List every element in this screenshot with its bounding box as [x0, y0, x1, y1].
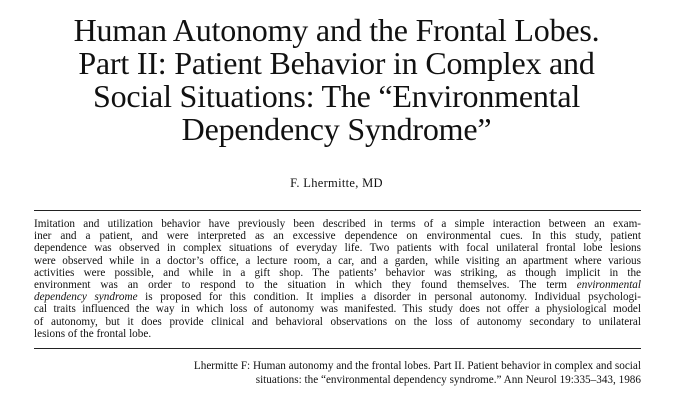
abstract-line-8: cal traits influenced the way in which loss of autonomy was manifested. This study does not offer a physiological model: [34, 303, 641, 316]
citation: [34, 360, 641, 387]
abstract-line-7-text: is proposed for this condition. It implies a disorder in personal autonomy. Individual psychologi-: [137, 291, 641, 304]
abstract-line-7: [34, 291, 641, 303]
title-line-3: Social Situations: The “Environmental: [92, 78, 581, 114]
abstract: [34, 218, 641, 340]
abstract-top-rule: [34, 210, 641, 211]
abstract-line-2: iner and a patient, and were interpreted as an excessive dependence on environmental cues. In this study, patient: [34, 230, 641, 243]
abstract-term-dependency-syndrome: dependency syndrome: [34, 291, 138, 304]
abstract-line-6: [34, 279, 641, 291]
citation-line-2: situations: the “environmental dependency syndrome.” Ann Neurol 19:335–343, 1986: [255, 373, 641, 386]
abstract-bottom-rule: [34, 348, 641, 349]
abstract-line-9: of autonomy, but it does provide clinical and behavioral observations on the loss of autonomy secondary to unilateral: [34, 315, 641, 328]
abstract-line-1: Imitation and utilization behavior have previously been described in terms of a simple interaction between an exam-: [34, 218, 641, 230]
citation-line-1: Lhermitte F: Human autonomy and the frontal lobes. Part II. Patient behavior in complex and social: [193, 360, 641, 372]
title-line-4: Dependency Syndrome”: [181, 111, 492, 147]
abstract-line-4: were observed while in a doctor’s office, a lecture room, a car, and a garden, while visiting an apartment where various: [34, 254, 641, 267]
abstract-term-environmental: environmental: [576, 279, 642, 292]
abstract-line-5: activities were possible, and while in a gift shop. The patients’ behavior was striking, as though implicit in the: [34, 266, 641, 279]
abstract-line-3: dependence was observed in complex situations of everyday life. Two patients with focal unilateral frontal lobe lesions: [34, 242, 641, 255]
abstract-line-6-text: environment was an order to respond to the situation in which they found themselves. The term: [34, 279, 567, 292]
abstract-line-10: lesions of the frontal lobe.: [34, 327, 152, 340]
article-title: [20, 14, 653, 146]
author-byline: F. Lhermitte, MD: [290, 176, 383, 190]
title-line-1: Human Autonomy and the Frontal Lobes.: [73, 12, 600, 48]
title-line-2: Part II: Patient Behavior in Complex and: [78, 45, 595, 81]
